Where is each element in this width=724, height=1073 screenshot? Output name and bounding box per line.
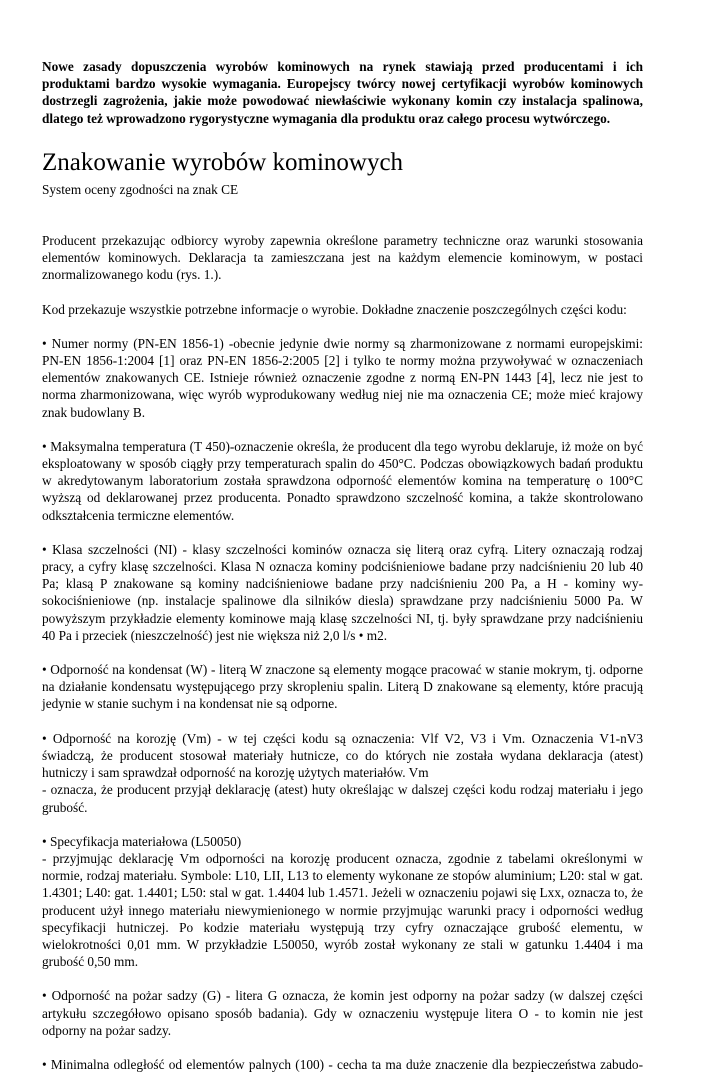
paragraph-code-intro: Kod przekazuje wszystkie potrzebne informacje o wyrobie. Dokładne znaczenie poszczególnych części kodu: <box>42 301 627 317</box>
paragraph-producer: Producent przekazując odbiorcy wyroby zapewnia określone parametry techniczne oraz warunki stosowania elementów kominowych. Deklaracja ta zamieszczana jest na każdym elemencie kominowym, w postaci znormalizowanego kodu (rys. 1.). <box>42 233 643 283</box>
paragraph-max-temperature: • Maksymalna temperatura (T 450)-oznaczenie określa, że producent dla tego wyrobu deklaruje, iż może on być eksploatowany w sposób ciągły przy temperaturach spalin do 450°C. Podczas obowiązkowych badań produktu w akredytowanym laboratorium została sprawdzona odporność elementów komina na temperaturę o 100°C wyższą od deklarowanej przez producenta. Ponadto sprawdzono szczelność komina, a także skontrolowano odkształcenia termiczne elementów. <box>42 438 643 523</box>
paragraph-material-spec: • Specyfikacja materiałowa (L50050) <box>42 833 242 849</box>
paragraph-soot-fire: • Odporność na pożar sadzy (G) - litera G oznacza, że komin jest odporny na pożar sadzy (w dalszej części artykułu szczegółowo opisano sposób badania). Gdy w oznaczeniu występuje litera O - to komin nie jest odporny na pożar sadzy. <box>42 988 643 1038</box>
paragraph-corrosion-vm: - oznacza, że producent przyjął deklarację (atest) huty określając w dalszej części kodu rodzaj materiału i jego grubość. <box>42 782 643 815</box>
paragraph-norm-number: • Numer normy (PN-EN 1856-1) -obecnie jedynie dwie normy są zharmonizowane z normami europejskimi: PN-EN 1856-1:2004 [1] oraz PN-EN 1856-2:2005 [2] i tylko te normy można przywoływać w oznaczeniach elementów znakowanych CE. Istnieje również oznaczenie zgodne z normą EN-PN 1443 [4], lecz nie jest to norma zharmonizowana, więc wyrób wyprodukowany według niej nie ma oznaczenia CE; może mieć krajowy znak budowlany B. <box>42 335 643 420</box>
intro-paragraph: Nowe zasady dopuszczenia wyrobów kominowych na rynek stawiają przed producentami i ich produktami bardzo wysokie wymagania. Europejscy twórcy nowej certyfikacji wyrobów kominowych dostrzegli zagrożenia, jakie może powodować niewłaściwie wykonany komin czy instalacja spalinowa, dlatego też wprowadzono rygorystyczne wymagania dla produktu oraz całego procesu wytwórczego. <box>42 59 643 126</box>
page-subtitle: System oceny zgodności na znak CE <box>42 181 239 197</box>
paragraph-corrosion: • Odporność na korozję (Vm) - w tej części kodu są oznaczenia: Vlf V2, V3 i Vm. Oznaczenia V1-nV3 świadczą, że producent stosował materiały hutnicze, co do których nie została wydana deklaracja (atest) hutniczy i sam sprawdzał odporność na korozję użytych materiałów. Vm <box>42 730 643 781</box>
paragraph-tightness-class: • Klasa szczelności (NI) - klasy szczelności kominów oznacza się literą oraz cyfrą. Litery oznaczają rodzaj pracy, a cyfry klasę szczelności. Klasa N oznacza kominy podciśnieniowe badane przy nadciśnieniu 20 lub 40 Pa; klasą P znakowane są kominy nadciśnieniowe badane przy nadciśnieniu 200 Pa, a H - kominy wy-sokociśnieniowe (np. instalacje spalinowe dla silników diesla) sprawdzane przy nadciśnieniu 5000 Pa. W powyższym przykładzie elementy kominowe mają klasę szczelności NI, tj. były sprawdzane przy nadciśnieniu 40 Pa i przeciek (nieszczelność) jest nie większa niż 2,0 l/s • m2. <box>42 541 643 643</box>
page-title: Znakowanie wyrobów kominowych <box>42 148 404 176</box>
paragraph-material-details: - przyjmując deklarację Vm odporności na korozję producent oznacza, zgodnie z tabelami określonymi w normie, rodzaj materiału. Symbole: L10, LII, L13 to elementy wykonane ze stopów aluminium; L20: stal w gat. 1.4301; L40: gat. 1.4401; L50: stal w gat. 1.4404 lub 1.4571. Jeżeli w oznaczeniu pojawi się Lxx, oznacza to, że producent użył innego materiału niewymienionego w normie przyjmując warunki pracy i odporności według specyfikacji hutniczej. Po kodzie materiału występują trzy cyfry oznaczające grubość elementu, w wielokrotności 0,01 mm. W przykładzie L50050, wyrób został wykonany ze stali w gatunku 1.4404 i ma grubość 0,50 mm. <box>42 850 643 970</box>
paragraph-condensate: • Odporność na kondensat (W) - literą W znaczone są elementy mogące pracować w stanie mokrym, tj. odporne na działanie kondensatu występującego przy skropleniu spalin. Literą D znakowane są elementy, które pracują jedynie w stanie suchym i na kondensat nie są odporne. <box>42 662 643 712</box>
paragraph-min-distance: • Minimalna odległość od elementów palnych (100) - cecha ta ma duże znaczenie dla bezpieczeństwa zabudo- <box>42 1056 643 1072</box>
document-page <box>42 58 643 1073</box>
